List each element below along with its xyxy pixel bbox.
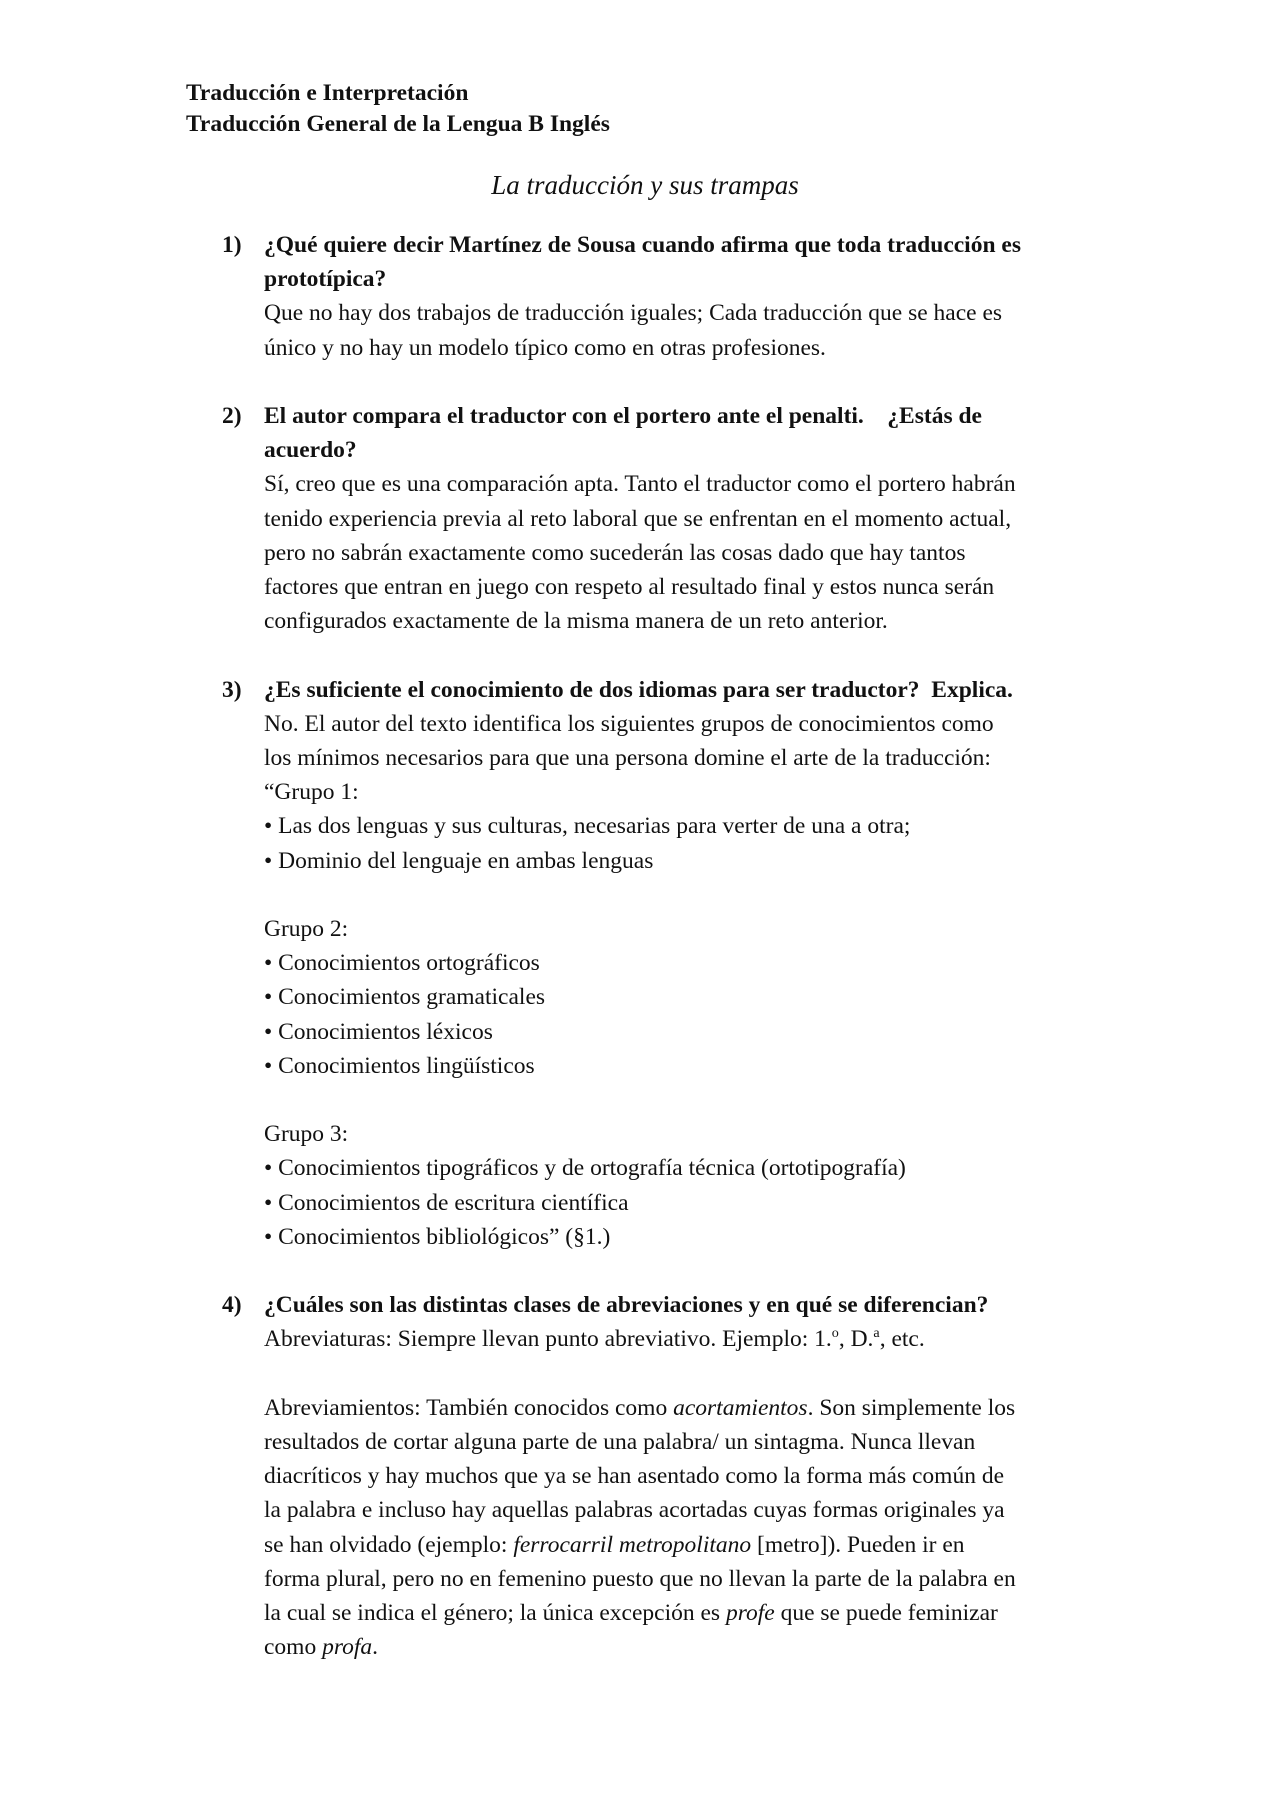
answer-line: forma plural, pero no en femenino puesto que no llevan la parte de la palabra en bbox=[264, 1565, 1016, 1592]
answer-text: , D. bbox=[838, 1326, 874, 1353]
italic-term: ferrocarril metropolitano bbox=[513, 1531, 752, 1558]
question-title: prototípica? bbox=[264, 266, 387, 293]
answer-line: Que no hay dos trabajos de traducción iguales; Cada traducción que se hace es bbox=[264, 300, 1003, 327]
italic-term: profa bbox=[322, 1634, 373, 1661]
group-label: “Grupo 1: bbox=[264, 779, 359, 806]
header-degree: Traducción e Interpretación bbox=[186, 80, 469, 106]
list-item: • Conocimientos léxicos bbox=[264, 1018, 493, 1045]
answer-line: Sí, creo que es una comparación apta. Tanto el traductor como el portero habrán bbox=[264, 471, 1016, 498]
answer-text: . Son simplemente los bbox=[807, 1394, 1016, 1421]
answer-text: como bbox=[264, 1634, 323, 1661]
answer-line bbox=[264, 1596, 1102, 1630]
document-header bbox=[186, 78, 610, 140]
question-number: 1) bbox=[222, 232, 242, 258]
answer-text: . bbox=[372, 1634, 379, 1661]
question-title: ¿Es suficiente el conocimiento de dos idiomas para ser traductor? Explica. bbox=[264, 676, 1013, 703]
answer-line: configurados exactamente de la misma manera de un reto anterior. bbox=[264, 608, 888, 635]
answer-line: tenido experiencia previa al reto laboral que se enfrentan en el momento actual, bbox=[264, 505, 1012, 532]
answer-line: los mínimos necesarios para que una persona domine el arte de la traducción: bbox=[264, 745, 991, 772]
list-item: • Conocimientos bibliológicos” (§1.) bbox=[264, 1223, 611, 1250]
answer-line bbox=[264, 1528, 1102, 1562]
answer-line bbox=[264, 1391, 1102, 1425]
document-title: La traducción y sus trampas bbox=[491, 170, 799, 200]
answer-text: se han olvidado (ejemplo: bbox=[264, 1531, 514, 1558]
list-item: • Conocimientos gramaticales bbox=[264, 984, 546, 1011]
group-label: Grupo 3: bbox=[264, 1121, 349, 1148]
list-item: • Las dos lenguas y sus culturas, necesarias para verter de una a otra; bbox=[264, 813, 911, 840]
answer-line: la palabra e incluso hay aquellas palabras acortadas cuyas formas originales ya bbox=[264, 1497, 1005, 1524]
question-1 bbox=[222, 228, 1102, 365]
answer-text: [metro]). Pueden ir en bbox=[751, 1531, 965, 1558]
list-item: • Conocimientos ortográficos bbox=[264, 950, 540, 977]
question-number: 2) bbox=[222, 403, 242, 429]
answer-text: Abreviamientos: También conocidos como bbox=[264, 1394, 674, 1421]
question-title: El autor compara el traductor con el portero ante el penalti. ¿Estás de bbox=[264, 403, 982, 429]
superscript: a bbox=[873, 1325, 880, 1342]
question-title: acuerdo? bbox=[264, 437, 357, 464]
answer-line: resultados de cortar alguna parte de una palabra/ un sintagma. Nunca llevan bbox=[264, 1429, 976, 1456]
italic-term: acortamientos bbox=[673, 1394, 808, 1421]
question-title: ¿Qué quiere decir Martínez de Sousa cuando afirma que toda traducción es bbox=[264, 232, 1021, 258]
answer-line: pero no sabrán exactamente como sucederán las cosas dado que hay tantos bbox=[264, 539, 966, 566]
answer-line: único y no hay un modelo típico como en otras profesiones. bbox=[264, 334, 826, 361]
superscript: o bbox=[831, 1325, 839, 1342]
header-course: Traducción General de la Lengua B Inglés bbox=[186, 111, 610, 137]
answer-line: No. El autor del texto identifica los siguientes grupos de conocimientos como bbox=[264, 710, 994, 737]
list-item: • Conocimientos tipográficos y de ortografía técnica (ortotipografía) bbox=[264, 1155, 906, 1182]
question-2 bbox=[222, 399, 1102, 638]
answer-line: factores que entran en juego con respeto al resultado final y estos nunca serán bbox=[264, 574, 995, 601]
group-label: Grupo 2: bbox=[264, 916, 349, 943]
answer-text: , etc. bbox=[879, 1326, 925, 1353]
italic-term: profe bbox=[725, 1600, 775, 1627]
list-item: • Dominio del lenguaje en ambas lenguas bbox=[264, 847, 654, 874]
answer-text: la cual se indica el género; la única excepción es bbox=[264, 1600, 726, 1627]
list-item: • Conocimientos de escritura científica bbox=[264, 1189, 629, 1216]
answer-text: que se puede feminizar bbox=[774, 1600, 998, 1627]
question-list bbox=[222, 228, 1102, 1664]
answer-line bbox=[264, 1630, 1102, 1664]
question-number: 3) bbox=[222, 676, 242, 703]
answer-text: Abreviaturas: Siempre llevan punto abreviativo. Ejemplo: 1. bbox=[264, 1326, 832, 1353]
list-item: • Conocimientos lingüísticos bbox=[264, 1052, 535, 1079]
question-3 bbox=[222, 673, 1102, 1254]
question-4 bbox=[222, 1288, 1102, 1664]
question-number: 4) bbox=[222, 1292, 242, 1319]
answer-line bbox=[264, 1322, 1102, 1356]
answer-line: diacríticos y hay muchos que ya se han asentado como la forma más común de bbox=[264, 1463, 1005, 1490]
question-title: ¿Cuáles son las distintas clases de abreviaciones y en qué se diferencian? bbox=[264, 1292, 989, 1319]
